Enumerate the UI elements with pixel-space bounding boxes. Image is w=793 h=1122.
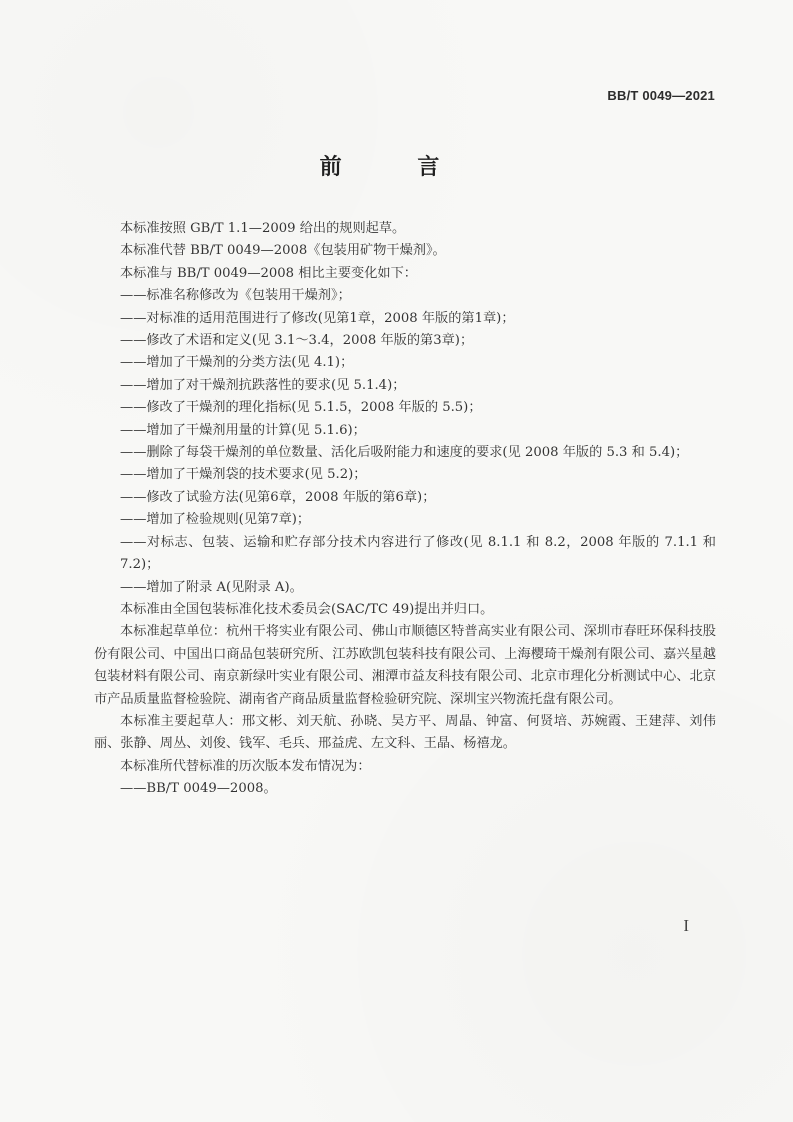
change-item-13: ——增加了附录 A(见附录 A)。	[120, 579, 303, 595]
standard-code: BB/T 0049—2021	[607, 88, 715, 103]
change-item-4: ——增加了干燥剂的分类方法(见 4.1)；	[120, 355, 354, 371]
change-item-7: ——增加了干燥剂用量的计算(见 5.1.6)；	[120, 422, 366, 438]
paragraph-main-changes: 本标准与 BB/T 0049—2008 相比主要变化如下：	[120, 265, 417, 281]
change-item-8: ——删除了每袋干燥剂的单位数量、活化后吸附能力和速度的要求(见 2008 年版的 5.3 和 5.4)；	[120, 445, 689, 461]
change-item-12: ——对标志、包装、运输和贮存部分技术内容进行了修改(见 8.1.1 和 8.2，2008 年版的 7.1.1 和 7.2)；	[120, 534, 716, 573]
change-item-3: ——修改了术语和定义(见 3.1～3.4，2008 年版的第3章)；	[120, 333, 474, 349]
paragraph-drafting-units: 本标准起草单位：杭州干将实业有限公司、佛山市顺德区特普高实业有限公司、深圳市春旺环保科技股份有限公司、中国出口商品包装研究所、江苏欧凯包装科技有限公司、上海樱琦干燥剂有限公司、嘉兴星越包装材料有限公司、南京新绿叶实业有限公司、湘潭市益友科技有限公司、北京市理化分析测试中心、北京市产品质量监督检验院、湖南省产商品质量监督检验研究院、深圳宝兴物流托盘有限公司。	[94, 624, 716, 707]
change-item-2: ——对标准的适用范围进行了修改(见第1章，2008 年版的第1章)；	[120, 310, 515, 326]
paragraph-proposer: 本标准由全国包装标准化技术委员会(SAC/TC 49)提出并归口。	[120, 601, 494, 617]
change-item-6: ——修改了干燥剂的理化指标(见 5.1.5，2008 年版的 5.5)；	[120, 400, 482, 416]
change-item-5: ——增加了对干燥剂抗跌落性的要求(见 5.1.4)；	[120, 377, 406, 393]
change-item-1: ——标准名称修改为《包装用干燥剂》；	[120, 288, 351, 304]
historical-version-item: ——BB/T 0049—2008。	[120, 781, 277, 797]
page-number: I	[683, 916, 689, 935]
paragraph-drafting-rule: 本标准按照 GB/T 1.1—2009 给出的规则起草。	[120, 221, 406, 236]
change-item-10: ——修改了试验方法(见第6章，2008 年版的第6章)；	[120, 489, 436, 505]
paragraph-historical-versions: 本标准所代替标准的历次版本发布情况为：	[120, 758, 371, 774]
change-item-9: ——增加了干燥剂袋的技术要求(见 5.2)；	[120, 467, 367, 483]
change-item-11: ——增加了检验规则(见第7章)；	[120, 512, 311, 528]
page-title: 前 言	[319, 155, 474, 180]
paragraph-main-drafters: 本标准主要起草人：邢文彬、刘天航、孙晓、吴方平、周晶、钟富、何贤培、苏婉霞、王建萍、刘伟丽、张静、周丛、刘俊、钱军、毛兵、邢益虎、左文科、王晶、杨禧龙。	[94, 713, 716, 752]
foreword-content	[94, 218, 716, 801]
paragraph-replaces-standard: 本标准代替 BB/T 0049—2008《包装用矿物干燥剂》。	[120, 243, 446, 259]
